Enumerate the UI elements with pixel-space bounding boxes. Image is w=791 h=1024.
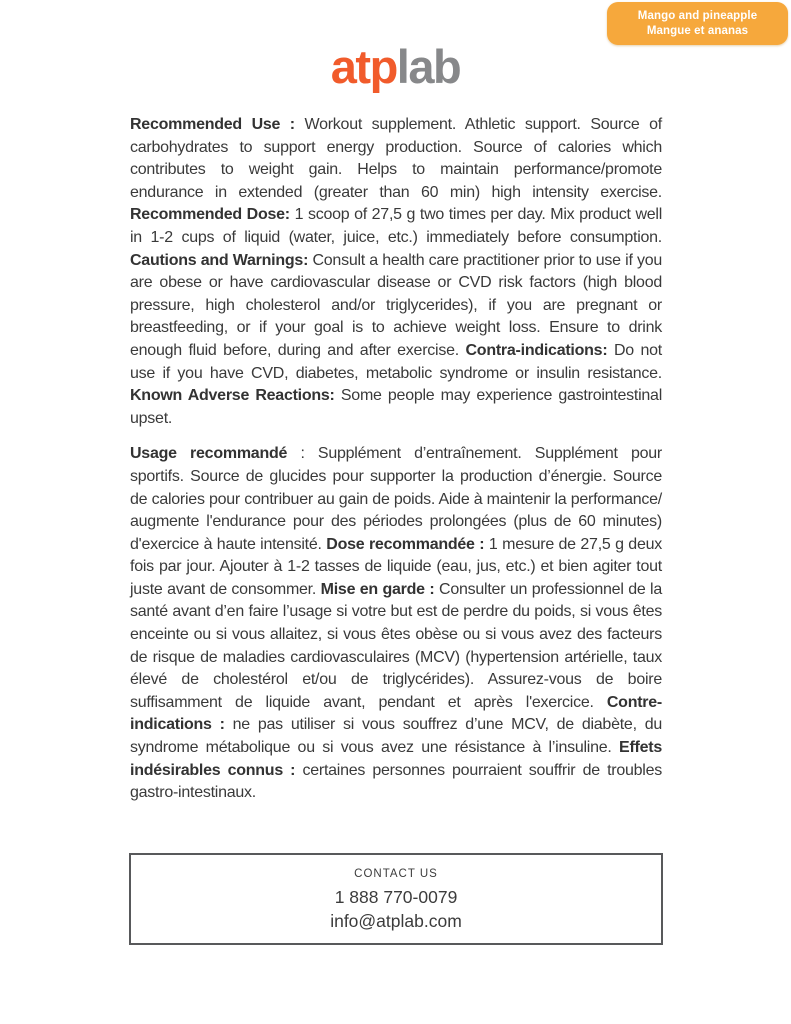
brand-logo-lab: lab [396, 40, 461, 93]
contact-box [129, 853, 663, 945]
contact-phone: 1 888 770-0079 [334, 887, 458, 907]
recommended-use-paragraph-fr: Usage recommandé : Supplément d’entraînement. Supplément pour sportifs. Source de glucides pour supporter la production d’énergie. Source de calories pour contribuer au gain de poids. Aide à maintenir la performance/ augmente l'endurance pour des périodes prolongées (plus de 60 minutes) d'exercice à haute intensité. Dose recommandée : 1 mesure de 27,5 g deux fois par jour. Ajouter à 1-2 tasses de liquide (eau, jus, etc.) et bien agiter tout juste avant de consommer. Mise en garde : Consulter un professionnel de la santé avant d’en faire l’usage si votre but est de perdre du poids, si vous êtes enceinte ou si vous allaitez, si vous êtes obèse ou si vous avez des facteurs de risque de maladies cardiovasculaires (MCV) (hypertension artérielle, taux élevé de cholestérol et/ou de triglycérides). Assurez-vous de boire suffisamment de liquide avant, pendant et après l'exercice. Contre-indications : ne pas utiliser si vous souffrez d’une MCV, de diabète, du syndrome métabolique ou si vous avez une résistance à l’insuline. Effets indésirables connus : certaines personnes pourraient souffrir de troubles gastro-intestinaux. [130, 445, 663, 802]
contact-us-label: CONTACT US [354, 868, 438, 880]
brand-logo-atp: atp [330, 40, 397, 93]
flavor-badge-line-en: Mango and pineapple [637, 9, 758, 22]
flavor-badge-line-fr: Mangue et ananas [646, 24, 749, 37]
recommended-use-paragraph-en: Recommended Use : Workout supplement. Athletic support. Source of carbohydrates to support energy production. Source of calories which contributes to weight gain. Helps to maintain performance/promote endurance in extended (greater than 60 min) high intensity exercise. Recommended Dose: 1 scoop of 27,5 g two times per day. Mix product well in 1-2 cups of liquid (water, juice, etc.) immediately before consumption. Cautions and Warnings: Consult a health care practitioner prior to use if you are obese or have cardiovascular disease or CVD risk factors (high blood pressure, high cholesterol and/or triglycerides), if you are pregnant or breastfeeding, or if your goal is to achieve weight loss. Ensure to drink enough fluid before, during and after exercise. Contra-indications: Do not use if you have CVD, diabetes, metabolic syndrome or insulin resistance. Known Adverse Reactions: Some people may experience gastrointestinal upset. [130, 116, 663, 427]
brand-logo [0, 38, 791, 96]
label-text-block [130, 114, 662, 818]
contact-email: info@atplab.com [330, 911, 462, 931]
